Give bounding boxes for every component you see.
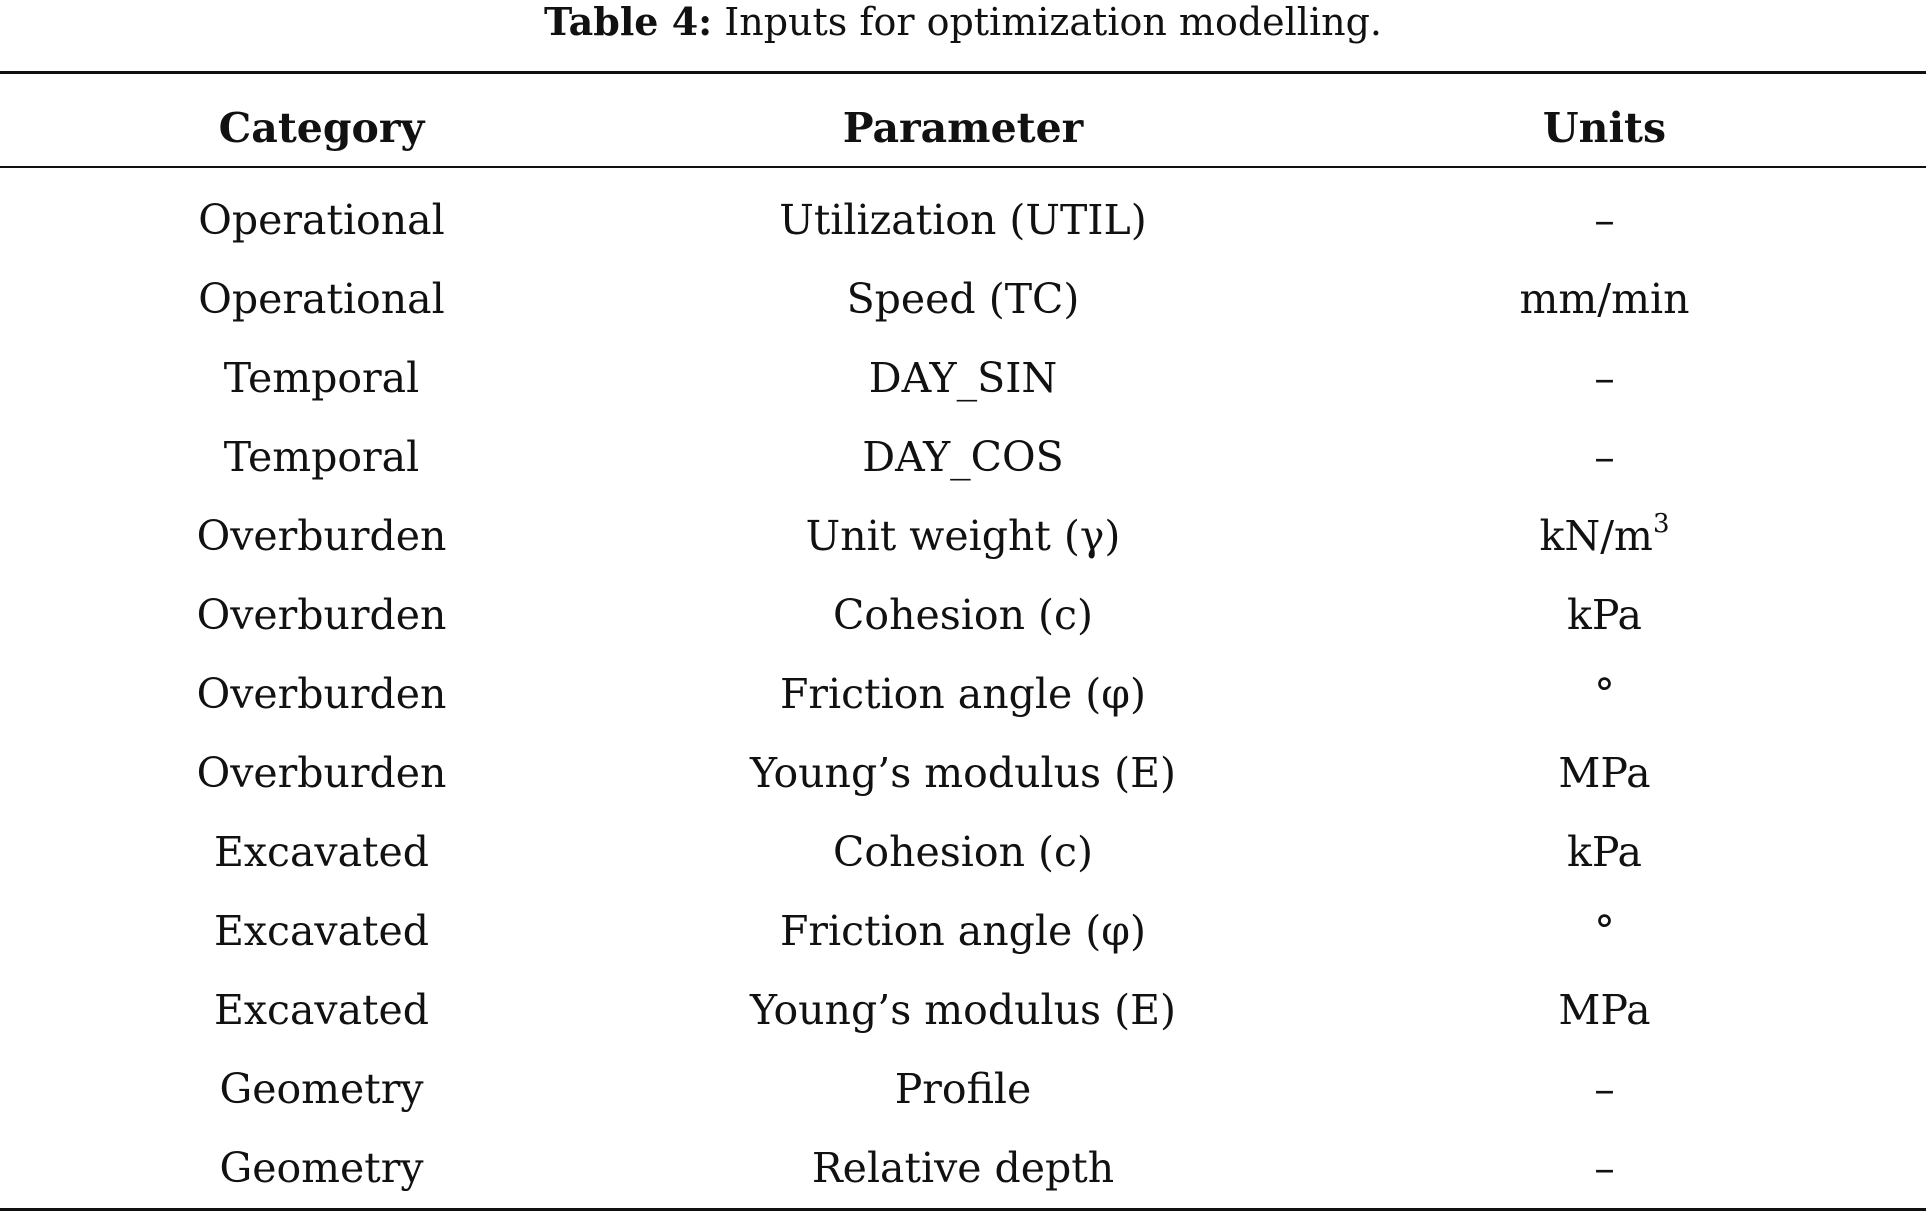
table-header bbox=[0, 92, 1926, 164]
table-row bbox=[0, 813, 1926, 892]
cell-parameter: Friction angle (φ) bbox=[779, 670, 1147, 718]
unit-text: – bbox=[1594, 196, 1615, 244]
cell-category: Excavated bbox=[213, 828, 430, 876]
unit-text: mm/min bbox=[1519, 275, 1690, 323]
cell-parameter: DAY_SIN bbox=[868, 354, 1058, 402]
cell-units bbox=[1283, 813, 1926, 892]
table-row bbox=[0, 1050, 1926, 1129]
caption-text: Inputs for optimization modelling. bbox=[712, 0, 1382, 44]
cell-category: Operational bbox=[198, 275, 445, 323]
table-row bbox=[0, 339, 1926, 418]
table-row bbox=[0, 971, 1926, 1050]
cell-units bbox=[1283, 339, 1926, 418]
cell-units bbox=[1283, 418, 1926, 497]
cell-units bbox=[1283, 734, 1926, 813]
unit-text: ° bbox=[1594, 670, 1615, 718]
table-body bbox=[0, 181, 1926, 1208]
unit-text: MPa bbox=[1558, 986, 1651, 1034]
table-row bbox=[0, 181, 1926, 260]
cell-category: Overburden bbox=[196, 591, 447, 639]
header-rule bbox=[0, 166, 1926, 168]
table-row bbox=[0, 734, 1926, 813]
cell-category: Overburden bbox=[196, 670, 447, 718]
bottom-rule bbox=[0, 1208, 1926, 1211]
table-row bbox=[0, 1129, 1926, 1208]
cell-parameter: DAY_COS bbox=[862, 433, 1064, 481]
unit-superscript: 3 bbox=[1652, 509, 1670, 539]
header-parameter: Parameter bbox=[842, 104, 1084, 152]
cell-parameter: Friction angle (φ) bbox=[779, 907, 1147, 955]
cell-category: Excavated bbox=[213, 907, 430, 955]
cell-parameter: Relative depth bbox=[811, 1144, 1115, 1192]
unit-text: kPa bbox=[1566, 828, 1643, 876]
unit-text: – bbox=[1594, 433, 1615, 481]
table-caption bbox=[0, 0, 1926, 44]
table-row bbox=[0, 892, 1926, 971]
cell-category: Overburden bbox=[196, 512, 447, 560]
cell-units bbox=[1283, 260, 1926, 339]
unit-text: MPa bbox=[1558, 749, 1651, 797]
cell-units bbox=[1283, 1050, 1926, 1129]
cell-parameter: Cohesion (c) bbox=[833, 591, 1093, 639]
unit-text: kPa bbox=[1566, 591, 1643, 639]
unit-text: – bbox=[1594, 354, 1615, 402]
table-row bbox=[0, 497, 1926, 576]
cell-units bbox=[1283, 576, 1926, 655]
cell-category: Geometry bbox=[219, 1065, 424, 1113]
cell-units bbox=[1283, 971, 1926, 1050]
table-row bbox=[0, 576, 1926, 655]
cell-category: Operational bbox=[198, 196, 445, 244]
unit-text: ° bbox=[1594, 907, 1615, 955]
header-category: Category bbox=[218, 104, 425, 152]
cell-category: Excavated bbox=[213, 986, 430, 1034]
unit-text: – bbox=[1594, 1065, 1615, 1113]
cell-category: Geometry bbox=[219, 1144, 424, 1192]
cell-units bbox=[1283, 892, 1926, 971]
header-row bbox=[0, 92, 1926, 164]
cell-units bbox=[1283, 181, 1926, 260]
cell-parameter: Speed (TC) bbox=[846, 275, 1080, 323]
unit-text: kN/m bbox=[1539, 512, 1653, 560]
cell-units bbox=[1283, 1129, 1926, 1208]
cell-category: Temporal bbox=[223, 433, 420, 481]
cell-parameter: Cohesion (c) bbox=[833, 828, 1093, 876]
cell-parameter: Young’s modulus (E) bbox=[749, 986, 1177, 1034]
cell-category: Temporal bbox=[223, 354, 420, 402]
cell-parameter: Utilization (UTIL) bbox=[779, 196, 1147, 244]
table-row bbox=[0, 655, 1926, 734]
cell-category: Overburden bbox=[196, 749, 447, 797]
cell-parameter: Profile bbox=[894, 1065, 1032, 1113]
caption-label: Table 4: bbox=[544, 0, 713, 44]
table-row bbox=[0, 418, 1926, 497]
header-units: Units bbox=[1542, 104, 1667, 152]
cell-units bbox=[1283, 655, 1926, 734]
unit-text: – bbox=[1594, 1144, 1615, 1192]
table-row bbox=[0, 260, 1926, 339]
top-rule bbox=[0, 71, 1926, 74]
cell-units bbox=[1283, 497, 1926, 576]
cell-parameter: Unit weight (γ) bbox=[805, 512, 1121, 560]
cell-parameter: Young’s modulus (E) bbox=[749, 749, 1177, 797]
